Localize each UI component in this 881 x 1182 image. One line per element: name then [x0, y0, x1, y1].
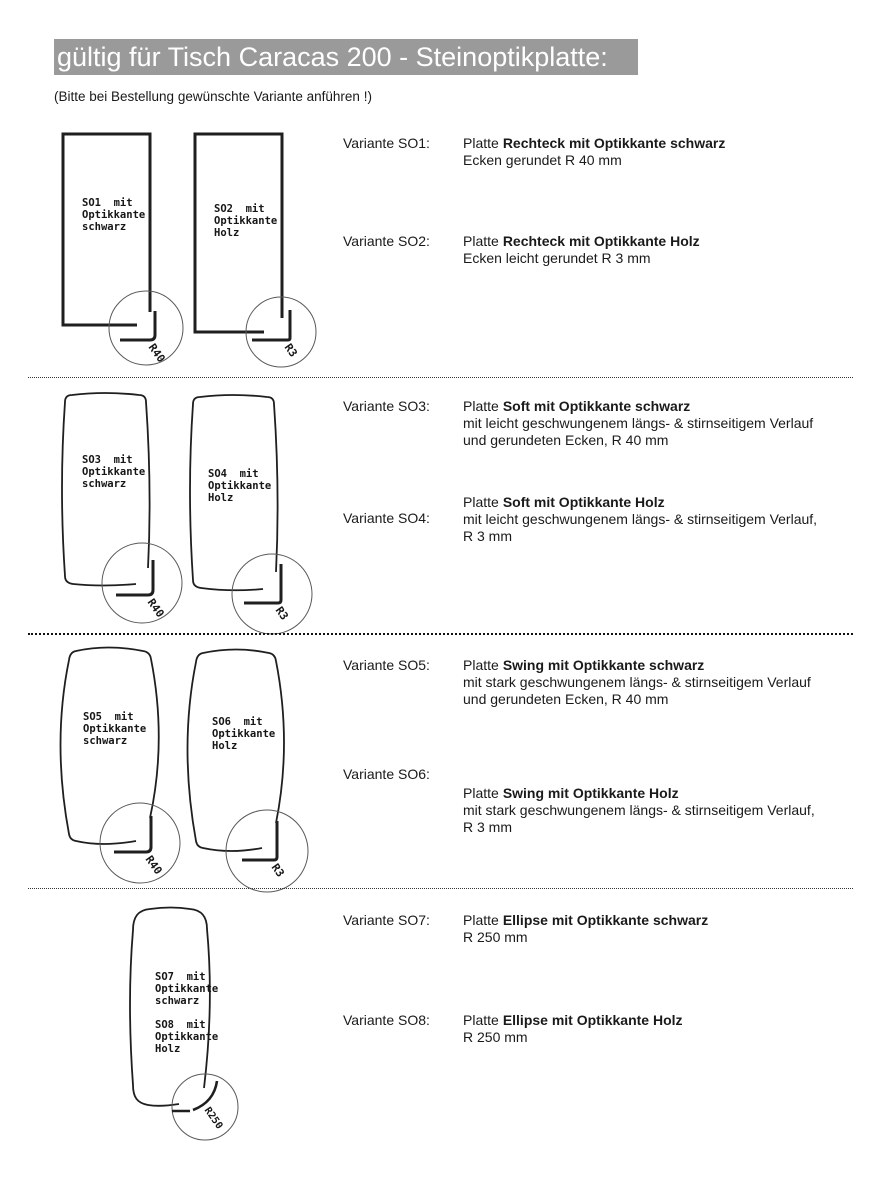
diagram-rechteck-so1-so2 [40, 120, 340, 380]
radius-label-so2: R3 [281, 341, 300, 360]
shape-label-so4: SO4 mit [208, 468, 259, 480]
shape-label-so6: SO6 mit [212, 716, 263, 728]
section-divider [28, 377, 853, 378]
corner-detail-circle-so1 [109, 291, 183, 365]
variant-label-so7: Variante SO7: [343, 912, 430, 928]
corner-detail-so5 [114, 816, 151, 852]
shape-label-so2: Holz [214, 227, 240, 239]
variant-label-so3: Variante SO3: [343, 398, 430, 414]
desc-line: Ecken leicht gerundet R 3 mm [463, 250, 651, 266]
shape-label-so8: Holz [155, 1043, 181, 1055]
shape-label-so1: SO1 mit [82, 197, 133, 209]
corner-detail-so6 [242, 821, 277, 860]
variant-label-so6: Variante SO6: [343, 766, 430, 782]
variant-label-so2: Variante SO2: [343, 233, 430, 249]
shape-label-so7: Optikkante [155, 983, 219, 995]
shape-label-so3: schwarz [82, 478, 127, 490]
variant-label-so8: Variante SO8: [343, 1012, 430, 1028]
shape-label-so5: schwarz [83, 735, 128, 747]
shape-label-so8: Optikkante [155, 1031, 219, 1043]
radius-label-so4: R3 [272, 604, 291, 623]
shape-label-so2: SO2 mit [214, 203, 265, 215]
desc-line: mit stark geschwungenem längs- & stirnseitigem Verlauf [463, 674, 811, 690]
corner-detail-circle-so3 [102, 543, 182, 623]
shape-so4-soft [190, 395, 278, 590]
diagram-soft-so3-so4 [40, 380, 340, 640]
variant-desc-so3 [463, 398, 863, 449]
variant-desc-so8 [463, 1012, 863, 1046]
shape-label-so3: Optikkante [82, 466, 146, 478]
desc-line: mit leicht geschwungenem längs- & stirnseitigem Verlauf, [463, 511, 818, 527]
shape-label-so5: Optikkante [83, 723, 147, 735]
radius-label-so5: R40 [142, 853, 165, 877]
variant-label-so1: Variante SO1: [343, 135, 430, 151]
desc-line: R 250 mm [463, 1029, 528, 1045]
shape-label-so6: Holz [212, 740, 238, 752]
shape-label-so7: SO7 mit [155, 971, 206, 983]
diagram-swing-so5-so6 [40, 635, 340, 895]
desc-line: Platte Swing mit Optikkante Holz [463, 785, 679, 801]
desc-line: Platte Ellipse mit Optikkante schwarz [463, 912, 709, 928]
variant-label-so5: Variante SO5: [343, 657, 430, 673]
shape-label-so7: schwarz [155, 995, 200, 1007]
desc-line: Ecken gerundet R 40 mm [463, 152, 622, 168]
shape-label-so4: Optikkante [208, 480, 272, 492]
page-title: gültig für Tisch Caracas 200 - Steinoptikplatte: [54, 39, 638, 75]
variant-desc-so5 [463, 657, 863, 708]
shape-label-so8: SO8 mit [155, 1019, 206, 1031]
variant-desc-so1 [463, 135, 863, 169]
desc-line: Platte Rechteck mit Optikkante Holz [463, 233, 700, 249]
corner-detail-circle-so4 [232, 554, 312, 634]
desc-line: und gerundeten Ecken, R 40 mm [463, 432, 669, 448]
radius-label-so3: R40 [144, 596, 167, 620]
shape-label-so4: Holz [208, 492, 234, 504]
shape-label-so1: schwarz [82, 221, 127, 233]
desc-line: Platte Soft mit Optikkante Holz [463, 494, 665, 510]
variant-label-so4: Variante SO4: [343, 510, 430, 526]
radius-label-so7-so8: R250 [201, 1105, 225, 1132]
shape-label-so2: Optikkante [214, 215, 278, 227]
desc-line: Platte Ellipse mit Optikkante Holz [463, 1012, 683, 1028]
variant-desc-so7 [463, 912, 863, 946]
variant-desc-so6 [463, 785, 863, 836]
section-divider [28, 888, 853, 889]
desc-line: mit stark geschwungenem längs- & stirnseitigem Verlauf, [463, 802, 815, 818]
variant-desc-so4 [463, 494, 863, 545]
desc-line: R 3 mm [463, 528, 512, 544]
order-note: (Bitte bei Bestellung gewünschte Variante anführen !) [54, 89, 372, 104]
shape-label-so5: SO5 mit [83, 711, 134, 723]
desc-line: Platte Swing mit Optikkante schwarz [463, 657, 705, 673]
radius-label-so1: R40 [145, 341, 168, 365]
shape-label-so6: Optikkante [212, 728, 276, 740]
desc-line: Platte Soft mit Optikkante schwarz [463, 398, 691, 414]
corner-detail-so2 [252, 310, 290, 340]
diagram-ellipse-so7-so8 [80, 890, 300, 1182]
radius-label-so6: R3 [268, 861, 287, 880]
desc-line: Platte Rechteck mit Optikkante schwarz [463, 135, 726, 151]
shape-label-so1: Optikkante [82, 209, 146, 221]
desc-line: R 3 mm [463, 819, 512, 835]
variant-desc-so2 [463, 233, 863, 267]
shape-label-so3: SO3 mit [82, 454, 133, 466]
desc-line: R 250 mm [463, 929, 528, 945]
desc-line: und gerundeten Ecken, R 40 mm [463, 691, 669, 707]
desc-line: mit leicht geschwungenem längs- & stirnseitigem Verlauf [463, 415, 814, 431]
